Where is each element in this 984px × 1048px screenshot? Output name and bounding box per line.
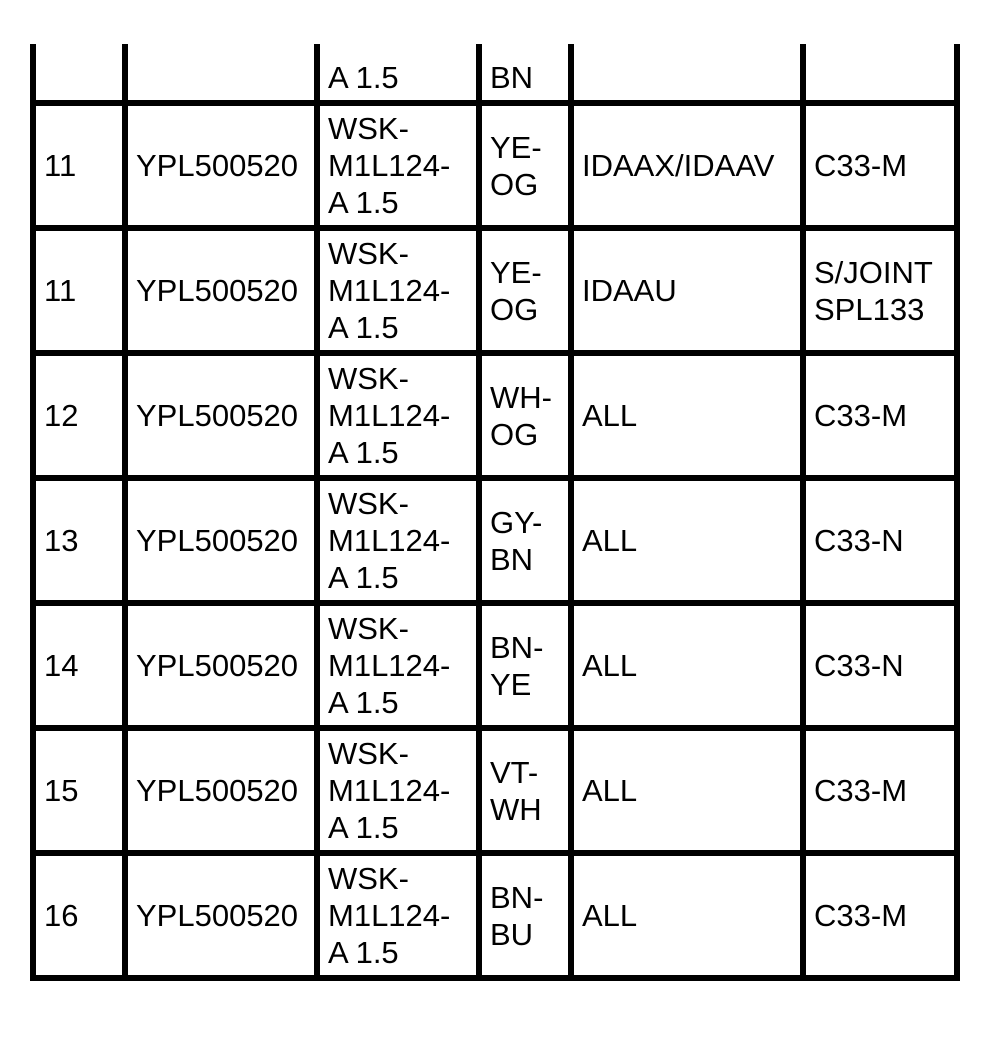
option-cell: IDAAX/IDAAV — [571, 103, 803, 228]
pin-cell: 11 — [33, 228, 125, 353]
destination-cell — [803, 44, 957, 103]
destination-cell: C33-M — [803, 353, 957, 478]
destination-cell: C33-N — [803, 603, 957, 728]
pin-cell: 13 — [33, 478, 125, 603]
wire-cell: WSK- M1L124- A 1.5 — [317, 478, 479, 603]
option-cell: ALL — [571, 353, 803, 478]
part-number-cell: YPL500520 — [125, 728, 317, 853]
wiring-table — [30, 44, 960, 981]
part-number-cell: YPL500520 — [125, 228, 317, 353]
color-cell: BN — [479, 44, 571, 103]
destination-cell: C33-M — [803, 853, 957, 978]
part-number-cell — [125, 44, 317, 103]
pin-cell: 16 — [33, 853, 125, 978]
wire-cell: WSK- M1L124- A 1.5 — [317, 853, 479, 978]
color-cell: YE- OG — [479, 228, 571, 353]
wire-cell: A 1.5 — [317, 44, 479, 103]
pin-cell: 11 — [33, 103, 125, 228]
color-cell: GY- BN — [479, 478, 571, 603]
pin-cell: 12 — [33, 353, 125, 478]
color-cell: BN- BU — [479, 853, 571, 978]
wire-cell: WSK- M1L124- A 1.5 — [317, 603, 479, 728]
option-cell: ALL — [571, 853, 803, 978]
pin-cell: 14 — [33, 603, 125, 728]
table-row — [33, 228, 957, 353]
wire-cell: WSK- M1L124- A 1.5 — [317, 103, 479, 228]
wire-cell: WSK- M1L124- A 1.5 — [317, 353, 479, 478]
wire-cell: WSK- M1L124- A 1.5 — [317, 728, 479, 853]
wire-cell: WSK- M1L124- A 1.5 — [317, 228, 479, 353]
color-cell: YE- OG — [479, 103, 571, 228]
destination-cell: C33-M — [803, 728, 957, 853]
color-cell: WH- OG — [479, 353, 571, 478]
destination-cell: C33-M — [803, 103, 957, 228]
option-cell — [571, 44, 803, 103]
color-cell: VT- WH — [479, 728, 571, 853]
option-cell: IDAAU — [571, 228, 803, 353]
table-row — [33, 478, 957, 603]
pin-cell — [33, 44, 125, 103]
destination-cell: C33-N — [803, 478, 957, 603]
option-cell: ALL — [571, 478, 803, 603]
part-number-cell: YPL500520 — [125, 103, 317, 228]
table-row — [33, 728, 957, 853]
table-row — [33, 103, 957, 228]
option-cell: ALL — [571, 728, 803, 853]
table-row — [33, 603, 957, 728]
color-cell: BN- YE — [479, 603, 571, 728]
option-cell: ALL — [571, 603, 803, 728]
part-number-cell: YPL500520 — [125, 353, 317, 478]
part-number-cell: YPL500520 — [125, 478, 317, 603]
table-row — [33, 353, 957, 478]
part-number-cell: YPL500520 — [125, 853, 317, 978]
destination-cell: S/JOINT SPL133 — [803, 228, 957, 353]
pin-cell: 15 — [33, 728, 125, 853]
table-row — [33, 853, 957, 978]
table-row — [33, 44, 957, 103]
part-number-cell: YPL500520 — [125, 603, 317, 728]
